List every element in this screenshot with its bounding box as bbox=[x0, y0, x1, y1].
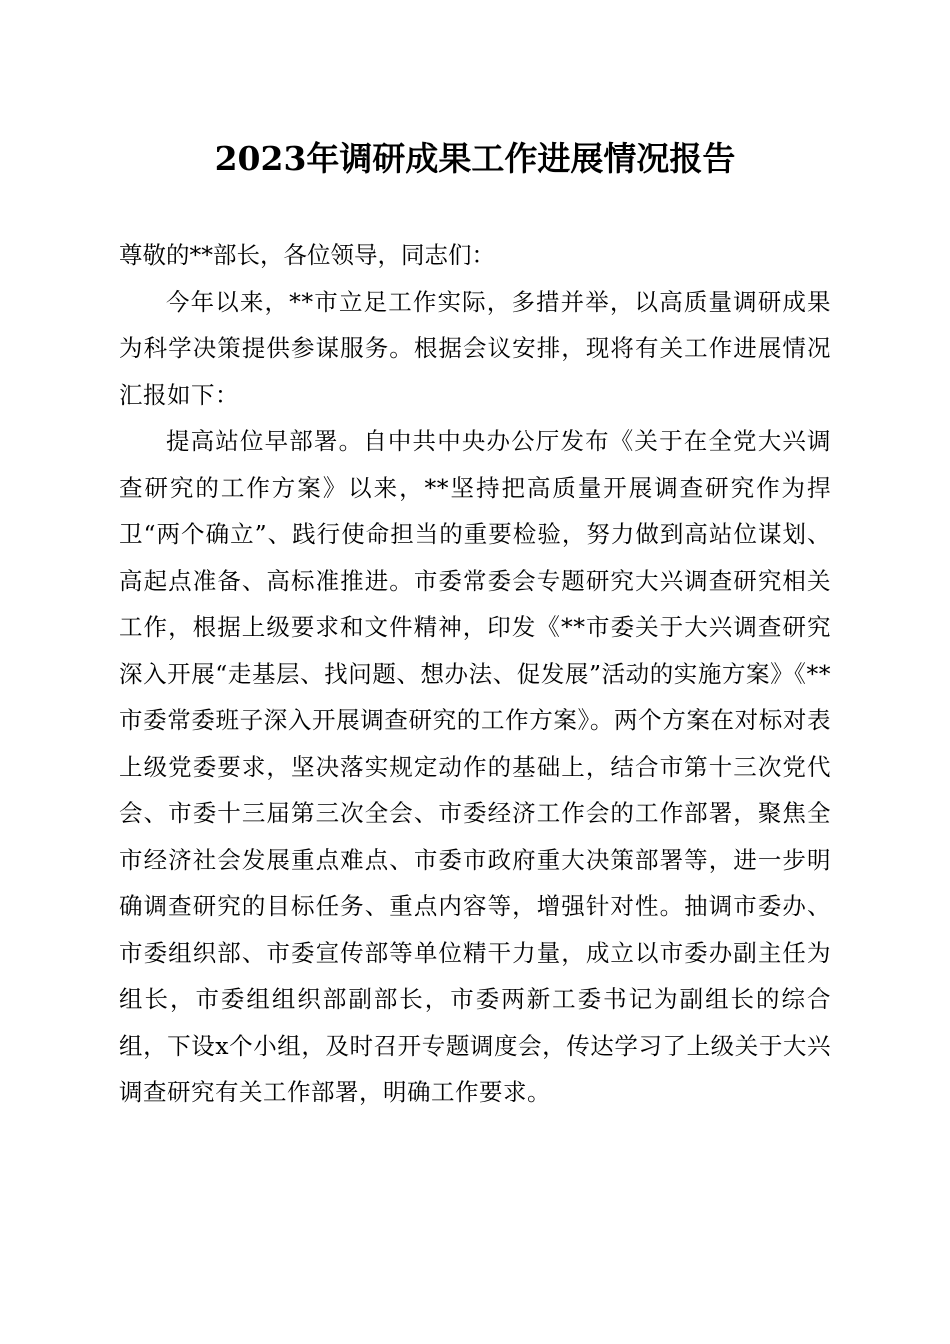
document-body bbox=[119, 232, 831, 1116]
intro-paragraph: 今年以来，**市立足工作实际，多措并举，以高质量调研成果为科学决策提供参谋服务。根据会议安排，现将有关工作进展情况汇报如下： bbox=[119, 287, 831, 409]
salutation: 尊敬的**部长，各位领导，同志们： bbox=[119, 241, 495, 269]
deployment-paragraph: 提高站位早部署。自中共中央办公厅发布《关于在全党大兴调查研究的工作方案》以来，**坚持把高质量开展调查研究作为捍卫“两个确立”、践行使命担当的重要检验，努力做到高站位谋划、高起点准备、高标准推进。市委常委会专题研究大兴调查研究相关工作，根据上级要求和文件精神，印发《**市委关于大兴调查研究深入开展“走基层、找问题、想办法、促发展”活动的实施方案》《**市委常委班子深入开展调查研究的工作方案》。两个方案在对标对表上级党委要求，坚决落实规定动作的基础上，结合市第十三次党代会、市委十三届第三次全会、市委经济工作会的工作部署，聚焦全市经济社会发展重点难点、市委市政府重大决策部署等，进一步明确调查研究的目标任务、重点内容等，增强针对性。抽调市委办、市委组织部、市委宣传部等单位精干力量，成立以市委办副主任为组长，市委组组织部副部长，市委两新工委书记为副组长的综合组，下设x个小组，及时召开专题调度会，传达学习了上级关于大兴调查研究有关工作部署，明确工作要求。 bbox=[119, 427, 831, 1106]
document-title: 2023年调研成果工作进展情况报告 bbox=[214, 139, 736, 178]
